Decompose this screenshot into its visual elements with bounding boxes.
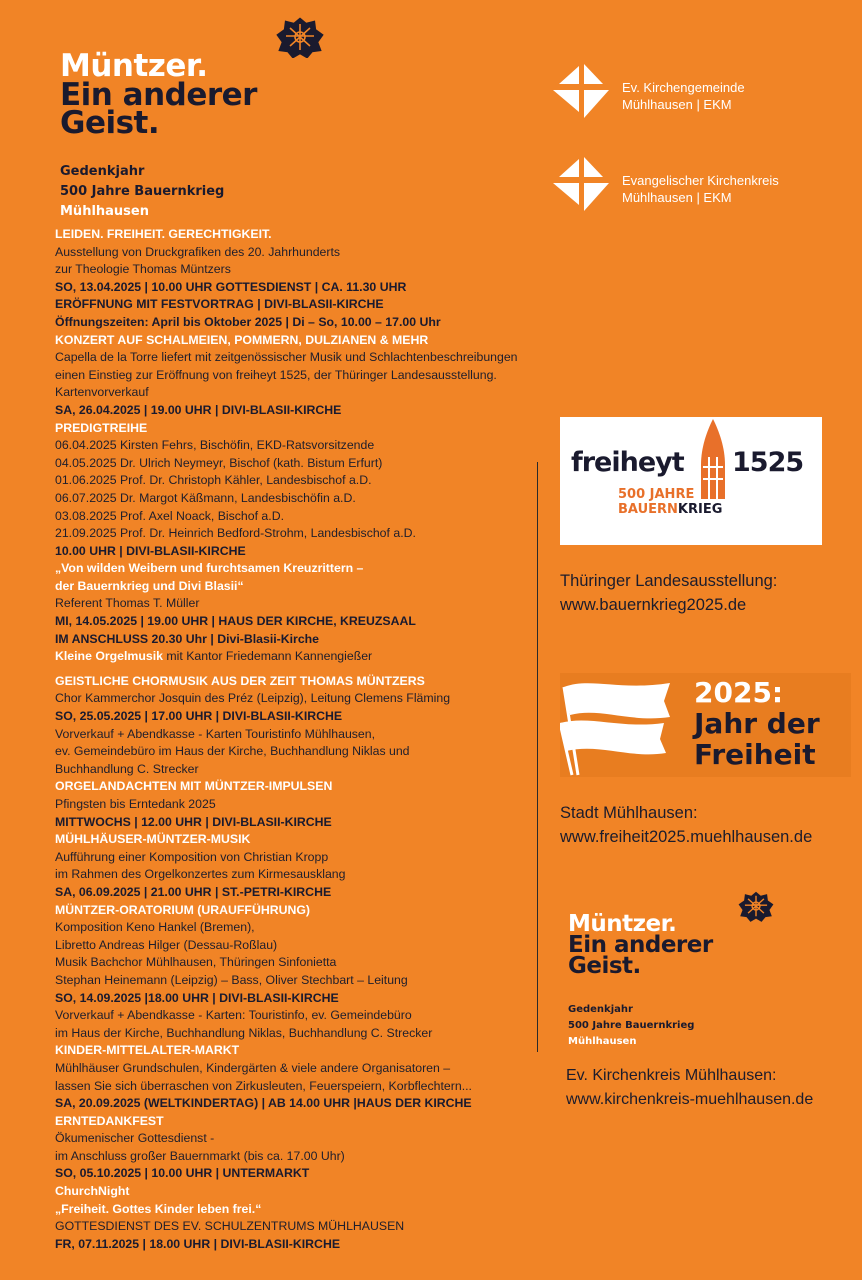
- program-text: Mühlhäuser Grundschulen, Kindergärten & viele andere Organisatoren –: [55, 1060, 451, 1075]
- ekm-cross-icon: [551, 155, 611, 213]
- program-text: im Anschluss großer Bauernmarkt (bis ca. 17.00 Uhr): [55, 1148, 345, 1163]
- program-heading: LEIDEN. FREIHEIT. GERECHTIGKEIT.: [55, 227, 272, 241]
- program-text: 01.06.2025 Prof. Dr. Christoph Kähler, Landesbischof a.D.: [55, 473, 372, 488]
- ekm-parish-line2: Mühlhausen | EKM: [622, 97, 732, 112]
- program-heading: MÜNTZER-ORATORIUM (URAUFFÜHRUNG): [55, 902, 311, 917]
- logo-sub-line1: Gedenkjahr: [60, 164, 145, 179]
- logo-bottom-sub2: 500 Jahre Bauernkrieg: [568, 1020, 695, 1031]
- logo-bottom-sub1: Gedenkjahr: [568, 1004, 633, 1015]
- program-text: Ökumenischer Gottesdienst -: [55, 1131, 215, 1146]
- jahr-line2: Jahr der: [694, 707, 820, 740]
- program-text: Libretto Andreas Hilger (Dessau-Roßlau): [55, 937, 278, 952]
- program-heading: GEISTLICHE CHORMUSIK AUS DER ZEIT THOMAS MÜNTZERS: [55, 673, 425, 688]
- program-heading: KINDER-MITTELALTER-MARKT: [55, 1043, 240, 1058]
- program-highlight: Kleine Orgelmusik: [55, 649, 163, 664]
- logo-title-line2: Ein anderer: [60, 76, 257, 113]
- district-url[interactable]: www.kirchenkreis-muehlhausen.de: [566, 1091, 814, 1108]
- program-list: [55, 226, 555, 1253]
- exhibition-info: [560, 569, 777, 617]
- program-text: Ausstellung von Druckgrafiken des 20. Jahrhunderts: [55, 244, 341, 259]
- program-date: SO, 25.05.2025 | 17.00 UHR | DIVI-BLASII-KIRCHE: [55, 709, 343, 724]
- ekm-district-label: [622, 172, 779, 206]
- program-text: Chor Kammerchor Josquin des Préz (Leipzig), Leitung Clemens Fläming: [55, 691, 451, 706]
- program-date: Öffnungszeiten: April bis Oktober 2025 | Di – So, 10.00 – 17.00 Uhr: [55, 314, 441, 329]
- program-date: 10.00 UHR | DIVI-BLASII-KIRCHE: [55, 543, 246, 558]
- program-date: IM ANSCHLUSS 20.30 Uhr | Divi-Blasii-Kirche: [55, 631, 320, 646]
- program-text: Komposition Keno Hankel (Bremen),: [55, 920, 255, 935]
- freiheyt-year: 1525: [732, 447, 804, 478]
- flag-icon: [560, 677, 676, 777]
- program-text: mit Kantor Friedemann Kannengießer: [162, 649, 373, 664]
- program-heading: KONZERT AUF SCHALMEIEN, POMMERN, DULZIANEN & MEHR: [55, 332, 429, 347]
- program-text: Capella de la Torre liefert mit zeitgenössischer Musik und Schlachtenbeschreibungen: [55, 350, 518, 365]
- ekm-district-line1: Evangelischer Kirchenkreis: [622, 173, 779, 188]
- program-text: Musik Bachchor Mühlhausen, Thüringen Sinfonietta: [55, 955, 337, 970]
- program-heading: ChurchNight: [55, 1184, 130, 1199]
- logo-bottom-line1: Müntzer.: [568, 911, 677, 937]
- program-text: zur Theologie Thomas Müntzers: [55, 262, 231, 277]
- program-gap: [55, 666, 555, 673]
- program-heading: „Von wilden Weibern und furchtsamen Kreuzrittern –: [55, 561, 364, 576]
- program-text: im Haus der Kirche, Buchhandlung Niklas, Buchhandlung C. Strecker: [55, 1025, 433, 1040]
- program-text: 06.07.2025 Dr. Margot Käßmann, Landesbischöfin a.D.: [55, 490, 356, 505]
- program-text: Aufführung einer Komposition von Christian Kropp: [55, 849, 329, 864]
- gear-ornament-icon: [737, 889, 775, 923]
- program-date: FR, 07.11.2025 | 18.00 UHR | DIVI-BLASII-KIRCHE: [55, 1236, 341, 1251]
- program-text: im Rahmen des Orgelkonzertes zum Kirmesausklang: [55, 867, 346, 882]
- program-date: SA, 26.04.2025 | 19.00 UHR | DIVI-BLASII-KIRCHE: [55, 402, 342, 417]
- program-date: SO, 13.04.2025 | 10.00 UHR GOTTESDIENST | CA. 11.30 UHR: [55, 279, 407, 294]
- ekm-parish-label: [622, 79, 745, 113]
- program-text: Pfingsten bis Erntedank 2025: [55, 797, 216, 811]
- logo-bottom-line3: Geist.: [568, 953, 641, 980]
- program-heading: ERNTEDANKFEST: [55, 1113, 164, 1128]
- program-text: 03.08.2025 Prof. Axel Noack, Bischof a.D.: [55, 508, 284, 523]
- logo-sub-line2: 500 Jahre Bauernkrieg: [60, 184, 225, 199]
- program-date: SO, 14.09.2025 |18.00 UHR | DIVI-BLASII-KIRCHE: [55, 990, 339, 1005]
- freiheyt-logo-box: [560, 417, 822, 545]
- city-label: Stadt Mühlhausen:: [560, 804, 698, 822]
- program-date: SA, 06.09.2025 | 21.00 UHR | ST.-PETRI-KIRCHE: [55, 884, 332, 899]
- gear-ornament-icon: [276, 16, 324, 58]
- program-date: MITTWOCHS | 12.00 UHR | DIVI-BLASII-KIRCHE: [55, 814, 332, 829]
- freiheyt-sub2b: KRIEG: [677, 502, 723, 517]
- logo-bottom-sub3: Mühlhausen: [568, 1036, 637, 1047]
- jahr-title: [694, 677, 820, 770]
- program-text: lassen Sie sich überraschen von Zirkusleuten, Feuerspeiern, Korbflechtern...: [55, 1078, 472, 1093]
- exhibition-url[interactable]: www.bauernkrieg2025.de: [560, 596, 747, 614]
- program-heading: PREDIGTREIHE: [55, 420, 148, 435]
- ekm-cross-icon: [551, 62, 611, 120]
- program-heading: der Bauernkrieg und Divi Blasii“: [55, 578, 244, 593]
- freiheyt-sub: [618, 487, 722, 517]
- ekm-district-line2: Mühlhausen | EKM: [622, 190, 732, 205]
- program-text: 04.05.2025 Dr. Ulrich Neymeyr, Bischof (kath. Bistum Erfurt): [55, 455, 383, 470]
- program-date: MI, 14.05.2025 | 19.00 UHR | HAUS DER KIRCHE, KREUZSAAL: [55, 614, 416, 629]
- jahr-line3: Freiheit: [694, 738, 816, 771]
- program-text: ev. Gemeindebüro im Haus der Kirche, Buchhandlung Niklas und: [55, 744, 410, 759]
- program-text: Referent Thomas T. Müller: [55, 596, 200, 611]
- program-text: Vorverkauf + Abendkasse - Karten: Touristinfo, ev. Gemeindebüro: [55, 1008, 412, 1023]
- jahr-der-freiheit-box: [560, 673, 851, 777]
- logo-title: [60, 48, 257, 142]
- program-text: 21.09.2025 Prof. Dr. Heinrich Bedford-Strohm, Landesbischof a.D.: [55, 526, 416, 541]
- program-date: SA, 20.09.2025 (WELTKINDERTAG) | AB 14.00 UHR |HAUS DER KIRCHE: [55, 1096, 472, 1111]
- logo-bottom-title: [568, 911, 713, 980]
- exhibition-label: Thüringer Landesausstellung:: [560, 572, 778, 590]
- program-text: GOTTESDIENST DES EV. SCHULZENTRUMS MÜHLHAUSEN: [55, 1219, 405, 1234]
- city-url[interactable]: www.freiheit2025.muehlhausen.de: [560, 828, 813, 846]
- logo-title-line1: Müntzer.: [60, 48, 208, 84]
- jahr-line1: 2025:: [694, 676, 784, 709]
- logo-bottom-line2: Ein anderer: [568, 932, 713, 959]
- program-text: 06.04.2025 Kirsten Fehrs, Bischöfin, EKD-Ratsvorsitzende: [55, 438, 375, 453]
- city-info: [560, 801, 812, 849]
- program-text: Vorverkauf + Abendkasse - Karten Touristinfo Mühlhausen,: [55, 726, 376, 741]
- program-text: Buchhandlung C. Strecker: [55, 761, 199, 776]
- logo-title-line3: Geist.: [60, 105, 160, 142]
- program-text: Stephan Heinemann (Leipzig) – Bass, Oliver Stechbart – Leitung: [55, 972, 408, 987]
- program-date: SO, 05.10.2025 | 10.00 UHR | UNTERMARKT: [55, 1166, 310, 1181]
- freiheyt-sub2a: BAUERN: [618, 502, 678, 517]
- program-date: ERÖFFNUNG MIT FESTVORTRAG | DIVI-BLASII-KIRCHE: [55, 297, 384, 312]
- program-heading: MÜHLHÄUSER-MÜNTZER-MUSIK: [55, 832, 251, 847]
- program-text: einen Einstieg zur Eröffnung von freiheyt 1525, der Thüringer Landesausstellung.: [55, 367, 497, 382]
- district-label: Ev. Kirchenkreis Mühlhausen:: [566, 1067, 777, 1084]
- freiheyt-sub1: 500 JAHRE: [618, 487, 695, 502]
- logo-bottom-subtitle: [568, 1002, 694, 1050]
- logo-subtitle: [60, 162, 224, 222]
- logo-sub-line3: Mühlhausen: [60, 204, 149, 219]
- program-text: Kartenvorverkauf: [55, 385, 149, 400]
- ekm-parish-line1: Ev. Kirchengemeinde: [622, 80, 745, 95]
- freiheyt-word: freiheyt: [571, 447, 684, 478]
- program-heading: „Freiheit. Gottes Kinder leben frei.“: [55, 1201, 262, 1216]
- program-heading: ORGELANDACHTEN MIT MÜNTZER-IMPULSEN: [55, 779, 333, 794]
- column-divider: [537, 462, 538, 1052]
- district-info: [566, 1064, 813, 1112]
- program-line: [55, 648, 555, 666]
